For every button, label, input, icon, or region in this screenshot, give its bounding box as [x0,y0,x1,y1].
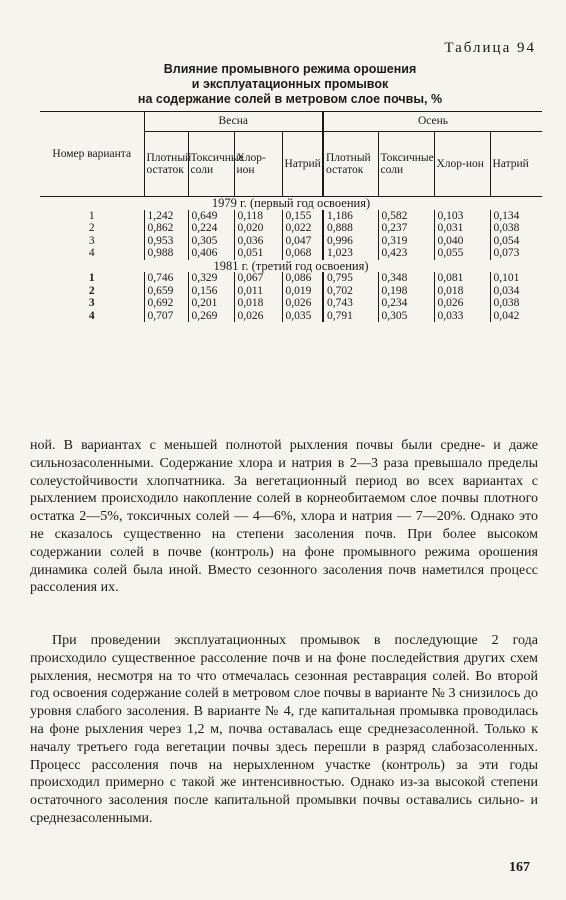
table-cell: 0,953 [144,235,188,248]
table-cell: 0,862 [144,222,188,235]
table-cell: 0,034 [490,285,542,298]
page-number: 167 [509,860,530,875]
table-cell: 0,329 [188,272,234,285]
table-cell: 0,040 [434,235,490,248]
table-cell: 0,022 [282,222,323,235]
table-row [40,310,542,323]
variant-number: 2 [88,284,95,297]
chloride-header-autumn: Хлор-ион [434,132,490,197]
sodium-header-spring: Натрий [282,132,323,197]
chloride-header-spring: Хлор-ион [234,132,282,197]
table-cell: 0,026 [282,297,323,310]
dry-residue-header-spring: Плотный остаток [144,132,188,197]
variant-number-header: Номер варианта [40,112,144,197]
table-cell: 0,198 [378,285,434,298]
variant-number: 3 [88,234,95,247]
table-cell: 0,702 [323,285,378,298]
table-cell: 0,988 [144,247,188,260]
year-group-header [40,260,542,273]
table-cell: 0,406 [188,247,234,260]
table-cell: 0,026 [434,297,490,310]
table-cell: 0,707 [144,310,188,323]
paragraph-2 [30,632,538,828]
table-cell: 0,081 [434,272,490,285]
table-row [40,235,542,248]
table-row [40,247,542,260]
autumn-header: Осень [323,112,542,132]
table-cell: 0,201 [188,297,234,310]
variant-number: 3 [88,297,95,309]
paragraph-1-text: ной. В вариантах с меньшей полнотой рыхления почвы были средне- и даже сильнозасоленными. Содержание хлора и натрия в 2—3 раза превышало пределы солеустойчивости хлопчатника. За вегетационный период во всех вариантах с рыхлением происходило накопление солей в корнеобитаемом слое почвы плотного остатка 2—5%, токсичных солей — 4—6%, хлора и натрия — 7—20%. Однако это не сказалось существенно на степени засоления почв. При более высоком содержании солей в почве (контроль) на фоне промывного режима орошения динамика солей была иной. Вместо сезонного засоления почв наметился процесс рассоления их. [30,438,538,596]
year-group-label: 1979 г. (первый год освоения) [211,196,371,210]
table-cell: 0,319 [378,235,434,248]
variant-number: 2 [88,222,95,234]
table-cell: 0,042 [490,310,542,323]
table-cell: 0,791 [323,310,378,323]
sodium-header-autumn: Натрий [490,132,542,197]
table-cell: 0,038 [490,297,542,310]
table-cell: 1,242 [144,210,188,223]
table-cell: 0,996 [323,235,378,248]
table-cell: 0,269 [188,310,234,323]
dry-residue-header-autumn: Плотный остаток [323,132,378,197]
table-cell: 0,055 [434,247,490,260]
table-cell: 0,086 [282,272,323,285]
table-cell: 0,018 [234,297,282,310]
table-title-line-2: и эксплуатационных промывок [191,77,389,91]
table-cell: 0,659 [144,285,188,298]
table-title-line-3: на содержание солей в метровом слое почвы, % [137,92,443,106]
table-cell: 0,101 [490,272,542,285]
paragraph-1 [30,437,538,597]
year-group-label: 1981 г. (третий год освоения) [213,258,369,273]
table-cell: 0,068 [282,247,323,260]
table-cell: 0,036 [234,235,282,248]
table-cell: 0,026 [234,310,282,323]
table-row [40,297,542,310]
table-cell: 0,888 [323,222,378,235]
table-cell: 0,054 [490,235,542,248]
table-cell: 0,038 [490,222,542,235]
table-cell: 0,018 [434,285,490,298]
table-cell: 0,237 [378,222,434,235]
table-number-label: Таблица 94 [444,40,536,56]
table-cell: 0,305 [188,235,234,248]
table-cell: 0,033 [434,310,490,323]
table-cell: 0,305 [378,310,434,323]
table-row [40,285,542,298]
table-cell: 0,795 [323,272,378,285]
table-cell: 0,031 [434,222,490,235]
table-cell: 0,649 [188,210,234,223]
variant-number: 1 [88,272,95,284]
table-cell: 0,051 [234,247,282,260]
table-cell: 0,011 [234,285,282,298]
salt-content-table [40,111,542,322]
toxic-salts-header-spring: Токсичные соли [188,132,234,197]
variant-number: 4 [88,247,95,259]
table-cell: 0,118 [234,210,282,223]
table-row [40,210,542,223]
table-cell: 0,073 [490,247,542,260]
table-row [40,222,542,235]
table-cell: 0,103 [434,210,490,223]
table-cell: 0,234 [378,297,434,310]
year-group-header [40,197,542,210]
table-cell: 0,224 [188,222,234,235]
table-title [80,62,500,107]
table-cell: 0,035 [282,310,323,323]
table-cell: 0,019 [282,285,323,298]
table-cell: 0,746 [144,272,188,285]
table-cell: 0,156 [188,285,234,298]
table-cell: 0,743 [323,297,378,310]
table-cell: 0,423 [378,247,434,260]
table-row [40,272,542,285]
table-cell: 0,067 [234,272,282,285]
paragraph-2-text: При проведении эксплуатационных промывок в последующие 2 года происходило существенное рассоление почв и на фоне последействия других схем рыхления, несмотря на то что отмечалась сезонная реставрация солей. Во второй год освоения содержание солей в метровом слое почвы в варианте № 3 снизилось до уровня слабого засоления. В варианте № 4, где капитальная промывка проводилась на фоне рыхления через 1,2 м, почва оставалась еще среднезасоленной. Только к началу третьего года вегетации почвы здесь перешли в разряд слабозасоленных. Процесс рассоления почв на нерыхленном участке (контроль) за эти годы происходил примерно с такой же интенсивностью. Однако из-за высокой степени остаточного засоления после капитальной промывки почвы оставались сильно- и среднезасоленными. [30,633,538,826]
table-cell: 0,155 [282,210,323,223]
variant-number: 1 [88,209,95,222]
table-cell: 0,134 [490,210,542,223]
table-title-line-1: Влияние промывного режима орошения [163,62,417,76]
table-cell: 1,023 [323,247,378,260]
table-cell: 0,047 [282,235,323,248]
spring-header: Весна [144,112,323,132]
toxic-salts-header-autumn: Токсичные соли [378,132,434,197]
table-cell: 0,582 [378,210,434,223]
table-cell: 1,186 [323,210,378,223]
table-cell: 0,348 [378,272,434,285]
table-cell: 0,020 [234,222,282,235]
table-cell: 0,692 [144,297,188,310]
variant-number: 4 [88,309,95,322]
